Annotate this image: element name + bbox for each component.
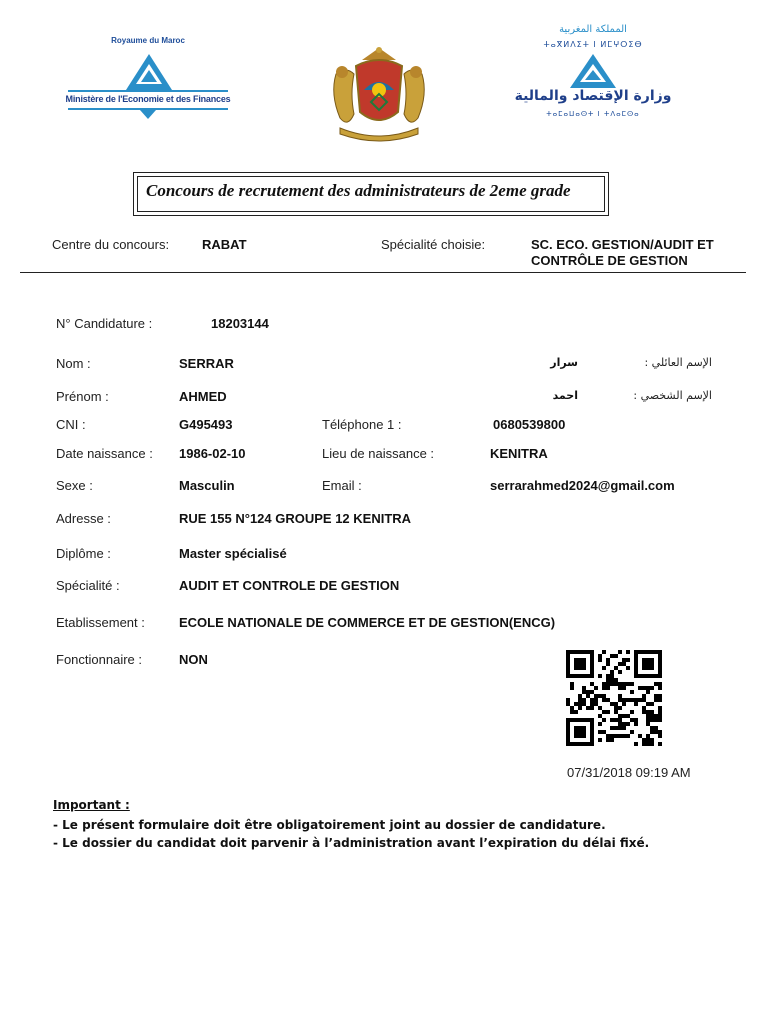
logo-triangle-icon [140,110,156,120]
page-title: Concours de recrutement des administrateurs de 2eme grade [146,181,571,200]
cni-value: G495493 [179,417,233,432]
etablissement-label: Etablissement : [56,615,145,630]
sexe-value: Masculin [179,478,235,493]
ministry-logo-right [512,24,674,128]
date-naissance-label: Date naissance : [56,446,153,461]
specialite-label: Spécialité : [56,578,120,593]
email-value: serrarahmed2024@gmail.com [490,478,675,493]
fonctionnaire-label: Fonctionnaire : [56,652,142,667]
tifinagh-ministry-label: ⵜⴰⵎⴰⵡⴰⵙⵜ ⵏ ⵜⴷⴰⵎⵙⴰ [546,110,640,118]
prenom-arabic-value: احمد [552,389,578,402]
candidature-label: N° Candidature : [56,316,153,331]
nom-arabic-label: الإسم العائلي : [644,356,712,369]
coat-of-arms-emblem [326,44,432,144]
telephone-value: 0680539800 [493,417,566,432]
centre-value: RABAT [202,237,247,252]
nom-arabic-value: سرار [550,356,578,369]
tifinagh-kingdom-label: ⵜⴰⴳⵍⴷⵉⵜ ⵏ ⵍⵎⵖⵔⵉⴱ [543,40,643,49]
ministry-label: Ministère de l'Economie et des Finances [65,94,231,104]
arabic-ministry-label: وزارة الإقتصاد والمالية [514,88,672,104]
prenom-arabic-label: الإسم الشخصي : [633,389,712,402]
kingdom-label: Royaume du Maroc [111,36,185,45]
specialite-value: AUDIT ET CONTROLE DE GESTION [179,578,400,593]
specialite-choisie-label: Spécialité choisie: [381,237,486,252]
title-box [133,172,609,216]
specialite-choisie-line1: SC. ECO. GESTION/AUDIT ET [531,237,714,252]
prenom-label: Prénom : [56,389,109,404]
candidature-value: 18203144 [211,316,269,331]
adresse-value: RUE 155 N°124 GROUPE 12 KENITRA [179,511,412,526]
sexe-label: Sexe : [56,478,93,493]
fonctionnaire-value: NON [179,652,208,667]
logo-rule-top [68,90,228,92]
diplome-value: Master spécialisé [179,546,287,561]
etablissement-value: ECOLE NATIONALE DE COMMERCE ET DE GESTION(ENCG) [179,615,556,630]
adresse-label: Adresse : [56,511,111,526]
centre-label: Centre du concours: [52,237,170,252]
qr-code-icon [566,650,662,746]
ministry-logo-left [62,36,234,126]
email-label: Email : [322,478,362,493]
important-heading: Important : [53,798,130,812]
divider [20,272,746,273]
important-line-1: - Le présent formulaire doit être obligatoirement joint au dossier de candidature. [53,818,606,832]
specialite-choisie-line2: CONTRÔLE DE GESTION [531,253,688,268]
qr-timestamp: 07/31/2018 09:19 AM [567,765,691,780]
date-naissance-value: 1986-02-10 [179,446,246,461]
lieu-naissance-value: KENITRA [490,446,548,461]
arabic-kingdom-label: المملكة المغربية [559,24,627,35]
lieu-naissance-label: Lieu de naissance : [322,446,435,461]
nom-label: Nom : [56,356,91,371]
prenom-value: AHMED [179,389,227,404]
cni-label: CNI : [56,417,86,432]
important-notice [53,796,733,852]
nom-value: SERRAR [179,356,234,371]
important-line-2: - Le dossier du candidat doit parvenir à l’administration avant l’expiration du délai fixé. [53,836,650,850]
ministry-mountain-icon-right [568,52,618,92]
telephone-label: Téléphone 1 : [322,417,402,432]
diplome-label: Diplôme : [56,546,111,561]
